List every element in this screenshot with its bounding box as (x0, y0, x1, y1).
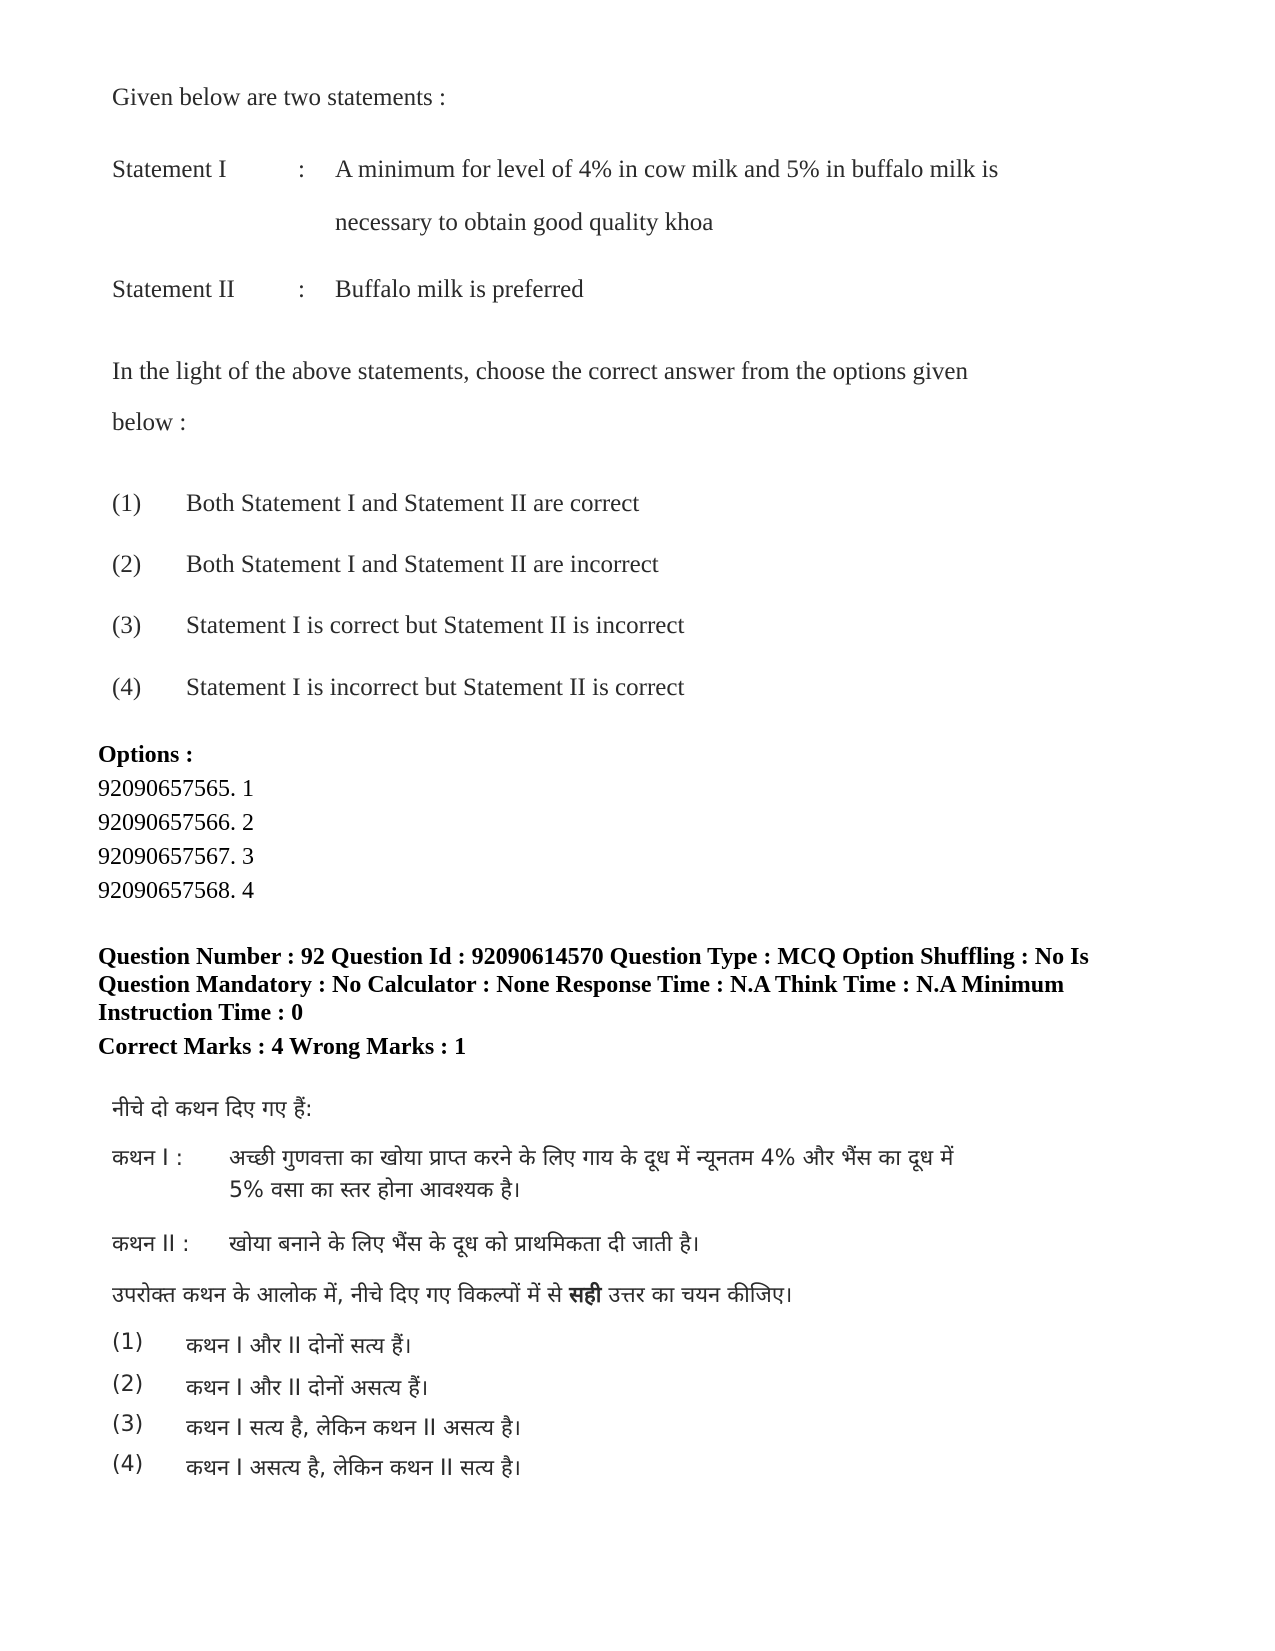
question-meta-line1: Question Number : 92 Question Id : 92090614570 Question Type : MCQ Option Shuffling : No Is (98, 944, 1089, 970)
statement-1-label: Statement I (112, 156, 227, 183)
option-item: 92090657565. 1 (98, 776, 254, 802)
statement-1-colon: : (298, 156, 305, 183)
hindi-instruction-pre: उपरोक्त कथन के आलोक में, नीचे दिए गए विकल्पों में से (112, 1283, 570, 1308)
statement-1-line2: necessary to obtain good quality khoa (335, 209, 714, 236)
hindi-intro: नीचे दो कथन दिए गए हैं: (112, 1097, 313, 1122)
hindi-choice-text: कथन I असत्य है, लेकिन कथन II सत्य है। (186, 1456, 521, 1481)
hindi-statement-1-line1: अच्छी गुणवत्ता का खोया प्राप्त करने के लिए गाय के दूध में न्यूनतम 4% और भैंस का दूध में (229, 1146, 954, 1171)
hindi-choice-num: (3) (112, 1412, 144, 1437)
hindi-choice-num: (2) (112, 1372, 144, 1397)
statement-2-label: Statement II (112, 276, 235, 303)
hindi-statement-1-line2: 5% वसा का स्तर होना आवश्यक है। (229, 1178, 521, 1203)
option-item: 92090657568. 4 (98, 878, 254, 904)
english-choice-text: Statement I is incorrect but Statement II is correct (186, 674, 685, 701)
hindi-choice-text: कथन I और II दोनों असत्य हैं। (186, 1376, 429, 1401)
option-item: 92090657567. 3 (98, 844, 254, 870)
statement-2-text: Buffalo milk is preferred (335, 276, 584, 303)
instruction-line1: In the light of the above statements, choose the correct answer from the options given (112, 358, 968, 385)
english-choice-num: (2) (112, 551, 142, 578)
hindi-choice-text: कथन I और II दोनों सत्य हैं। (186, 1334, 412, 1359)
hindi-choice-num: (4) (112, 1452, 144, 1477)
instruction-line2: below : (112, 409, 187, 436)
statement-1-line1: A minimum for level of 4% in cow milk and 5% in buffalo milk is (335, 156, 999, 183)
hindi-choice-num: (1) (112, 1330, 144, 1355)
english-choice-text: Both Statement I and Statement II are incorrect (186, 551, 659, 578)
options-header: Options : (98, 742, 194, 768)
option-item: 92090657566. 2 (98, 810, 254, 836)
hindi-statement-1-label: कथन I : (112, 1146, 184, 1171)
english-choice-text: Both Statement I and Statement II are correct (186, 490, 640, 517)
hindi-choice-text: कथन I सत्य है, लेकिन कथन II असत्य है। (186, 1416, 521, 1441)
english-choice-num: (1) (112, 490, 142, 517)
english-choice-text: Statement I is correct but Statement II is incorrect (186, 612, 685, 639)
hindi-instruction-post: उत्तर का चयन कीजिए। (601, 1283, 793, 1308)
hindi-statement-2-text: खोया बनाने के लिए भैंस के दूध को प्राथमिकता दी जाती है। (229, 1232, 700, 1257)
options-block (98, 738, 254, 908)
statement-2-colon: : (298, 276, 305, 303)
question-meta-line2: Question Mandatory : No Calculator : None Response Time : N.A Think Time : N.A Minimum (98, 972, 1065, 998)
hindi-instruction (112, 1279, 792, 1309)
english-choice-num: (4) (112, 674, 142, 701)
question-marks: Correct Marks : 4 Wrong Marks : 1 (98, 1034, 467, 1060)
question-meta-line3: Instruction Time : 0 (98, 1000, 304, 1026)
question-meta (98, 943, 1178, 1061)
hindi-statement-2-label: कथन II : (112, 1232, 190, 1257)
english-intro: Given below are two statements : (112, 84, 446, 111)
english-choice-num: (3) (112, 612, 142, 639)
hindi-instruction-bold: सही (569, 1283, 602, 1308)
